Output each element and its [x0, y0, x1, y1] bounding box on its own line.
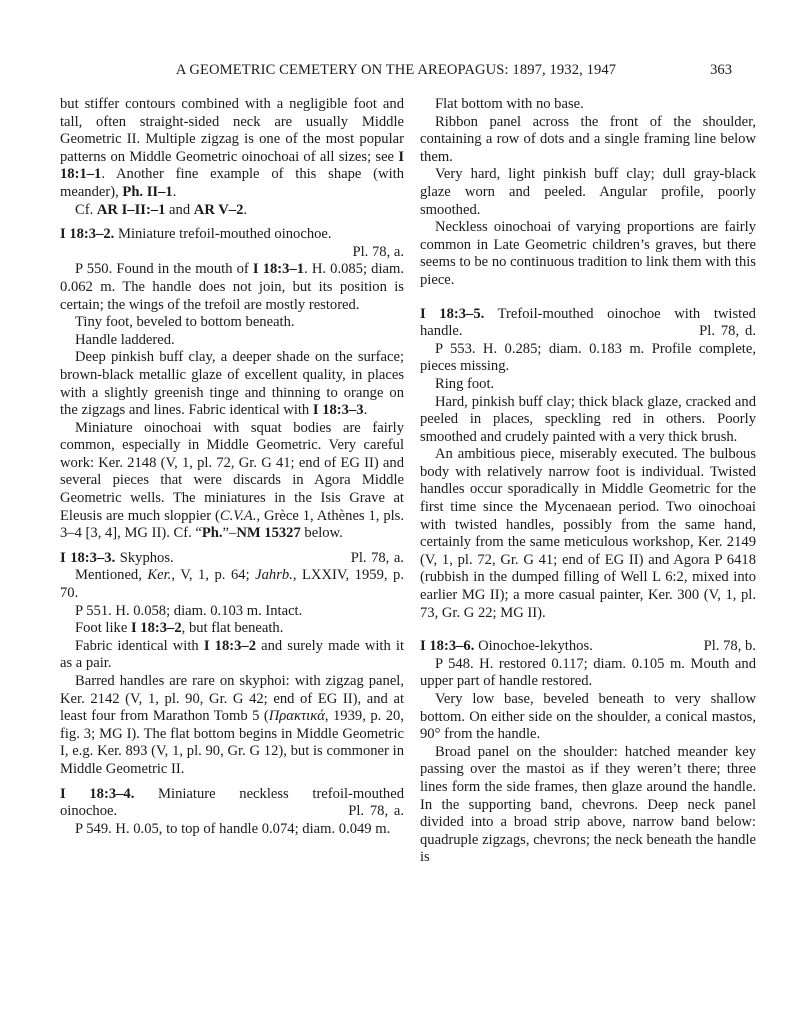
- paragraph: Hard, pinkish buff clay; thick black glaze, cracked and peeled in places, speckling red in others. Poorly smoothed and crudely painted with a very thick brush.: [420, 393, 756, 445]
- running-title: A GEOMETRIC CEMETERY ON THE AREOPAGUS: 1897, 1932, 1947: [175, 62, 617, 78]
- paragraph: Very hard, light pinkish buff clay; dull gray-black glaze worn and peeled. Angular profile, poorly smoothed.: [420, 166, 756, 218]
- paragraph: Neckless oinochoai of varying proportions are fairly common in Late Geometric children’s graves, but there seems to be no continuous tradition to link them with this piece.: [420, 219, 756, 288]
- paragraph: P 551. H. 0.058; diam. 0.103 m. Intact.: [75, 602, 303, 619]
- paragraph: P 549. H. 0.05, to top of handle 0.074; diam. 0.049 m.: [75, 820, 391, 837]
- paragraph: Flat bottom with no base.: [435, 96, 584, 112]
- paragraph: Mentioned, Ker., V, 1, p. 64; Jahrb., LXXIV, 1959, p. 70.: [60, 567, 404, 602]
- paragraph: Tiny foot, beveled to bottom beneath.: [75, 314, 295, 331]
- catalogue-entry-heading: I 18:3–2. Miniature trefoil-mouthed oinochoe.: [60, 226, 332, 243]
- catalogue-entry-heading: I 18:3–3. Skyphos. Pl. 78, a.: [60, 549, 405, 566]
- paragraph: Very low base, beveled beneath to very shallow bottom. On either side on the shoulder, a conical mastos, 90° from the handle.: [420, 691, 756, 743]
- paragraph: Ribbon panel across the front of the shoulder, containing a row of dots and a single framing line below them.: [420, 113, 756, 165]
- entry-id: I 18:3–6.: [420, 638, 475, 655]
- paragraph: but stiffer contours combined with a negligible foot and tall, often straight-sided neck are usually Middle Geometric II. Multiple zigzag is one of the most popular patterns on Middle Geometric oinochoai of all sizes; see I 18:1–1. Another fine example of this shape (with meander), Ph. II–1.: [60, 96, 404, 200]
- paragraph: Ring foot.: [435, 375, 495, 392]
- entry-id: I 18:3–2.: [60, 226, 115, 243]
- paragraph: Miniature oinochoai with squat bodies are fairly common, especially in Middle Geometric. Very careful work: Ker. 2148 (V, 1, pl. 72, Gr. G 41; end of EG II) and several pieces that were discards in Agora Middle Geometric wells. The miniatures in the Isis Grave at Eleusis are much sloppier (C.V.A., Grèce 1, Athènes 1, pls. 3–4 [3, 4], MG II). Cf. “Ph.”–NM 15327 below.: [60, 419, 404, 542]
- entry-id: I 18:3–4.: [60, 785, 135, 802]
- right-column: [420, 96, 756, 867]
- plate-reference: Pl. 78, b.: [703, 638, 757, 655]
- paragraph: Handle laddered.: [75, 331, 175, 348]
- paragraph: Barred handles are rare on skyphoi: with zigzag panel, Ker. 2142 (V, 1, pl. 90, Gr. G 42; end of EG II), and at least four from Marathon Tomb 5 (Πρακτικά, 1939, p. 20, fig. 3; MG I). The flat bottom begins in Middle Geometric I, e.g. Ker. 893 (V, 1, pl. 90, Gr. G 12), but is commoner in Middle Geometric II.: [60, 673, 404, 777]
- catalogue-entry-heading: I 18:3–5. Trefoil-mouthed oinochoe with twisted: [420, 305, 756, 322]
- catalogue-entry-heading-cont: handle. Pl. 78, d.: [420, 323, 756, 340]
- page-number: 363: [710, 62, 732, 78]
- plate-reference: Pl. 78, d.: [699, 323, 756, 340]
- plate-reference: Pl. 78, a.: [352, 243, 404, 260]
- paragraph: An ambitious piece, miserably executed. The bulbous body with relatively narrow foot is individual. Twisted handles occur sporadically in Middle Geometric for the first time since the Mycenaean period. Two oinochoai with twisted handles, possibly from the same hand, certainly from the same meticulous workshop, Ker. 2149 (V, 1, pl. 72, Gr. G 41; end of EG II) and Agora P 6418 (rubbish in the dumped filling of Well L 6:2, mixed into earlier MG II); a more casual painter, Ker. 300 (V, 1, pl. 73, Gr. G 22; MG II).: [420, 446, 756, 621]
- entry-id: I 18:3–5.: [420, 305, 485, 322]
- left-column: [60, 96, 404, 838]
- paragraph: P 553. H. 0.285; diam. 0.183 m. Profile complete, pieces missing.: [420, 340, 756, 375]
- paragraph: P 550. Found in the mouth of I 18:3–1. H. 0.085; diam. 0.062 m. The handle does not join, but its position is certain; the wings of the trefoil are mostly restored.: [60, 261, 404, 313]
- plate-reference: Pl. 78, a.: [350, 549, 405, 566]
- paragraph: P 548. H. restored 0.117; diam. 0.105 m. Mouth and upper part of handle restored.: [420, 655, 756, 690]
- catalogue-entry-heading: I 18:3–4. Miniature neckless trefoil-mouthed: [60, 785, 404, 802]
- entry-id: I 18:3–3.: [60, 549, 116, 566]
- paragraph: Foot like I 18:3–2, but flat beneath.: [75, 620, 284, 637]
- paragraph: Cf. AR I–II:–1 and AR V–2.: [75, 201, 248, 218]
- paragraph: Deep pinkish buff clay, a deeper shade on the surface; brown-black metallic glaze of excellent quality, in places with a slightly greenish tinge and thinning to orange on the zigzags and lines. Fabric identical with I 18:3–3.: [60, 349, 404, 419]
- catalogue-entry-heading: I 18:3–6. Oinochoe-lekythos. Pl. 78, b.: [420, 638, 757, 655]
- paragraph: Broad panel on the shoulder: hatched meander key passing over the mastoi as if they weren’t there; three lines form the side frames, then glaze around the handle. In the supporting band, chevrons. Deep neck panel divided into a broad strip above, narrow band below: quadruple zigzags, chevrons; the neck beneath the handle is: [420, 743, 756, 866]
- plate-reference: Pl. 78, a.: [348, 803, 405, 820]
- catalogue-entry-heading-cont: oinochoe. Pl. 78, a.: [60, 803, 405, 820]
- running-header: [60, 62, 732, 86]
- paragraph: Fabric identical with I 18:3–2 and surely made with it as a pair.: [60, 637, 404, 672]
